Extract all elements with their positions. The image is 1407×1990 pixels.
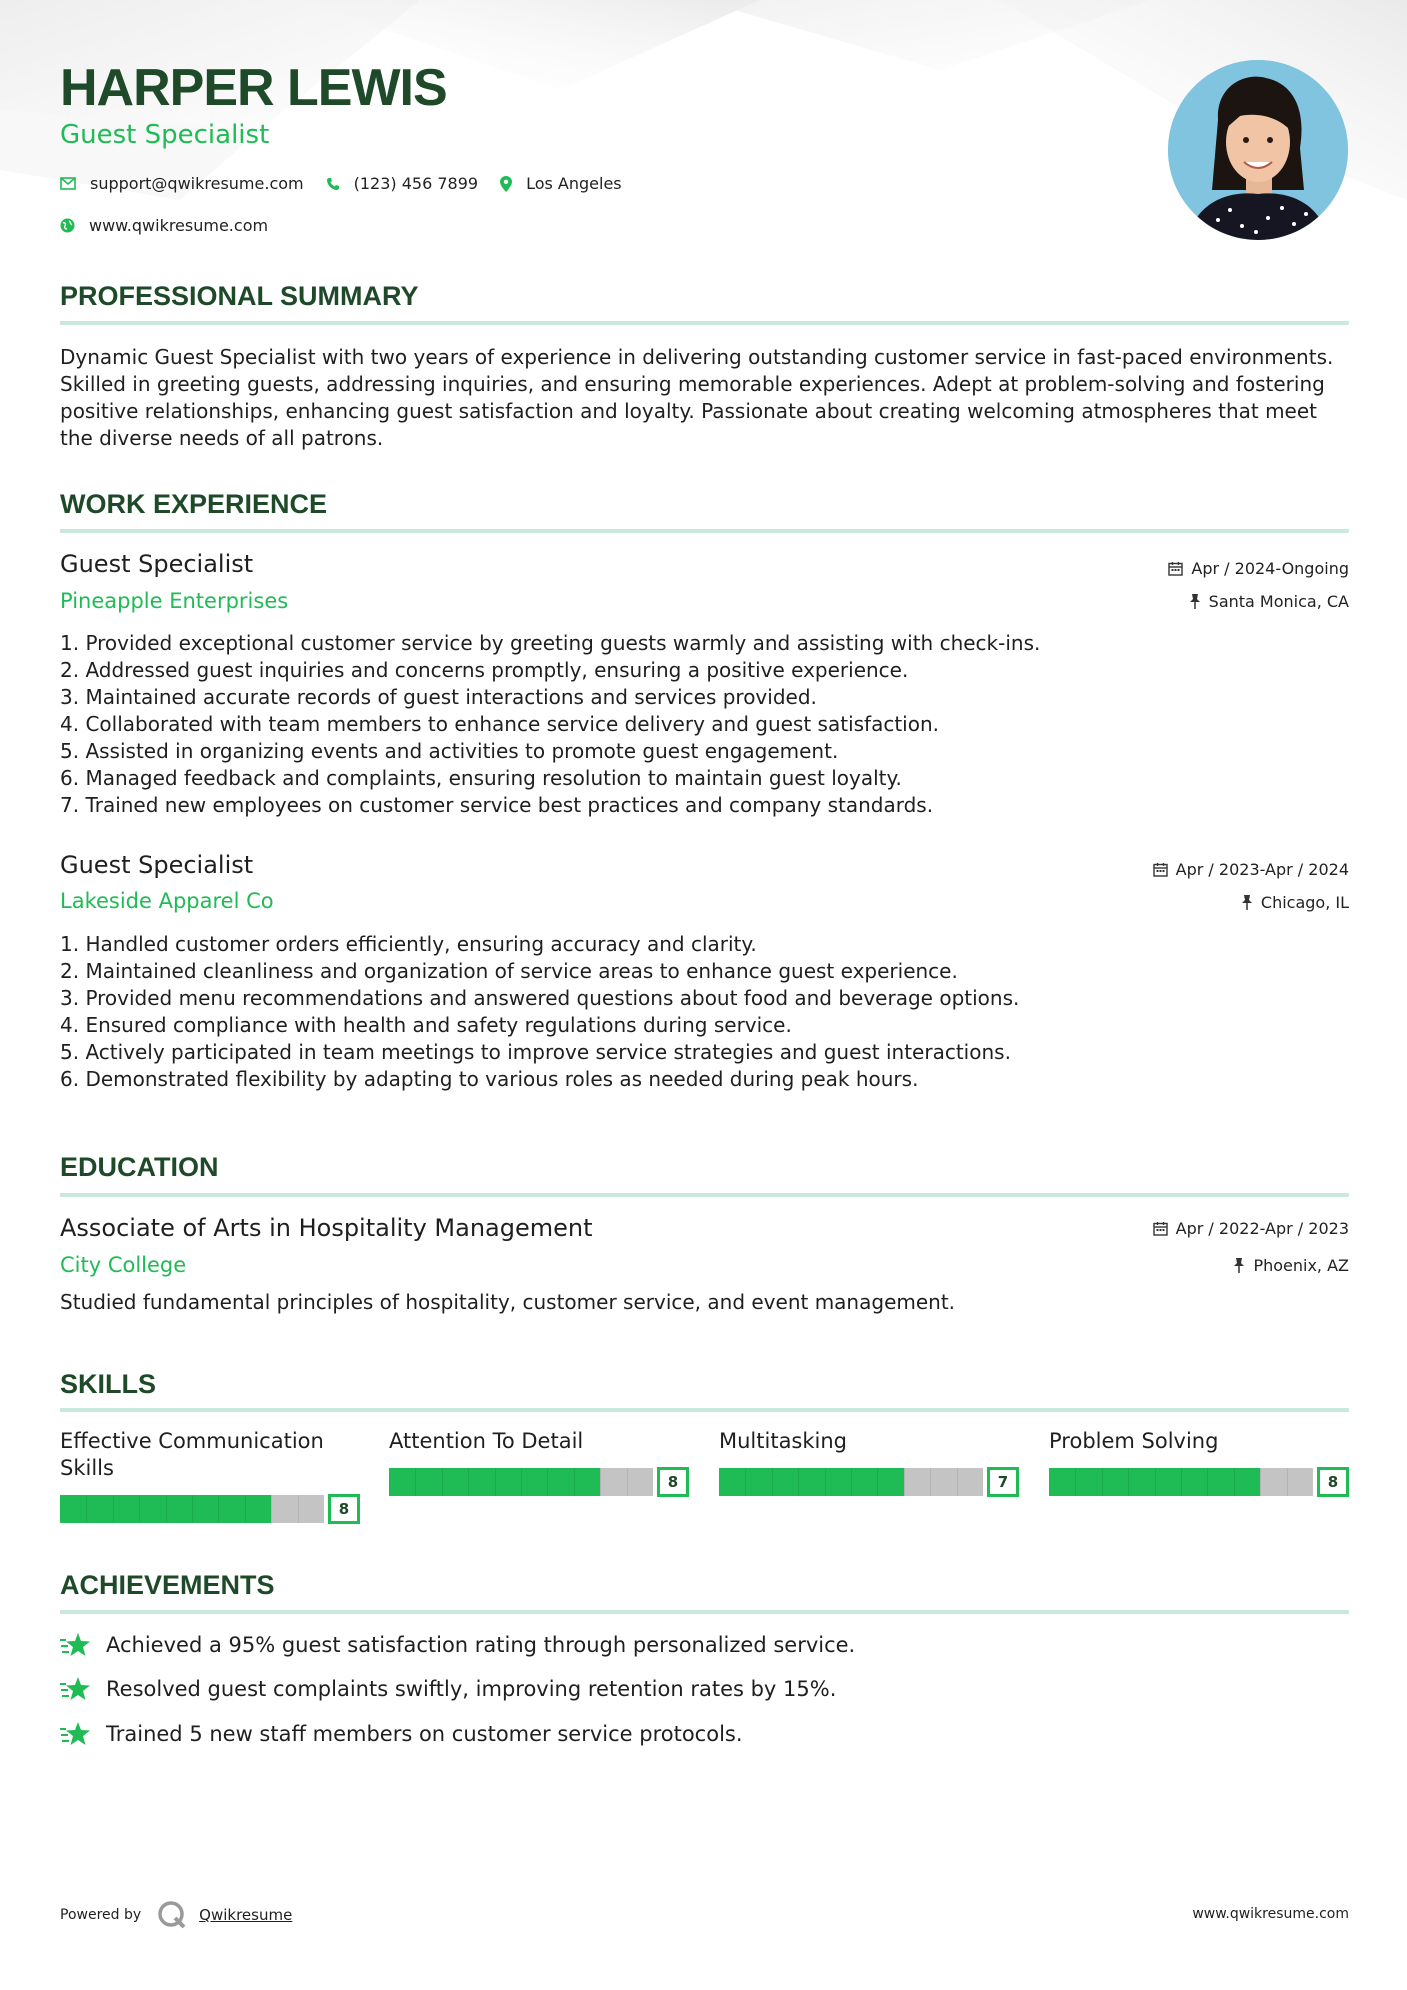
list-item: 3. Provided menu recommendations and answered questions about food and beverage options. [60,986,1020,1010]
achievements-heading: ACHIEVEMENTS [60,1570,275,1600]
achievement-item [60,1676,836,1702]
skill-track [719,1468,983,1496]
education-dates [1153,1219,1349,1238]
job-duties-list [60,630,1349,819]
job-dates-text: Apr / 2024-Ongoing [1191,559,1349,578]
star-award-icon [60,1676,92,1702]
skills-heading: SKILLS [60,1369,157,1399]
skill-item [1049,1428,1349,1528]
achievement-text: Trained 5 new staff members on customer service protocols. [106,1722,743,1746]
skill-level-bar [1049,1467,1349,1497]
pushpin-icon [1189,594,1201,609]
candidate-role: Guest Specialist [60,120,270,150]
website-row [60,216,290,235]
footer-website[interactable]: www.qwikresume.com [1192,1906,1349,1922]
list-item: 2. Addressed guest inquiries and concerns promptly, ensuring a positive experience. [60,658,909,682]
skill-segment-divider [1207,1468,1208,1496]
job-company: Lakeside Apparel Co [60,889,274,913]
skill-item [60,1428,360,1528]
skill-item [389,1428,689,1528]
job-dates [1153,860,1349,879]
list-item: 4. Ensured compliance with health and safety regulations during service. [60,1013,792,1037]
skill-segment-divider [1260,1468,1261,1496]
contact-email-text: support@qwikresume.com [90,174,304,193]
skill-item [719,1428,1019,1528]
contact-phone-text: (123) 456 7899 [353,174,479,193]
skill-segment-divider [1128,1468,1129,1496]
list-item: 3. Maintained accurate records of guest interactions and services provided. [60,685,817,709]
skill-segment-divider [86,1495,87,1523]
education-description: Studied fundamental principles of hospitality, customer service, and event management. [60,1290,956,1314]
contact-location-text: Los Angeles [526,174,622,193]
skill-segment-divider [627,1468,628,1496]
achievement-text: Resolved guest complaints swiftly, improving retention rates by 15%. [106,1677,837,1701]
candidate-name: HARPER LEWIS [60,59,447,117]
pushpin-icon [1233,1258,1245,1273]
experience-heading: WORK EXPERIENCE [60,489,328,519]
achievement-item [60,1632,855,1658]
skill-fill [719,1468,904,1496]
education-location [1233,1256,1349,1275]
qwikresume-logo-icon [157,1900,187,1930]
degree-title: Associate of Arts in Hospitality Management [60,1214,593,1242]
job-dates-text: Apr / 2023-Apr / 2024 [1175,860,1349,879]
map-pin-icon [500,176,512,192]
skill-segment-divider [468,1468,469,1496]
job-title: Guest Specialist [60,851,254,879]
contact-phone[interactable] [326,174,478,193]
education-location-text: Phoenix, AZ [1253,1256,1349,1275]
calendar-icon [1153,1221,1168,1236]
job-location-text: Chicago, IL [1260,893,1349,912]
globe-icon [60,218,75,233]
school-name: City College [60,1253,187,1277]
skill-segment-divider [495,1468,496,1496]
contact-location [500,174,622,193]
qwikresume-link[interactable]: Qwikresume [199,1906,293,1924]
list-item: 5. Actively participated in team meetings to improve service strategies and guest interactions. [60,1040,1011,1064]
phone-icon [326,177,340,191]
skill-segment-divider [851,1468,852,1496]
skill-track [1049,1468,1313,1496]
summary-heading: PROFESSIONAL SUMMARY [60,281,419,311]
skill-segment-divider [904,1468,905,1496]
skill-name: Effective Communication Skills [60,1429,324,1480]
profile-photo-illustration [1168,60,1348,240]
skill-level-bar [60,1494,360,1524]
summary-divider [60,321,1349,325]
skill-track [389,1468,653,1496]
job-location [1189,592,1349,611]
skill-level-badge: 8 [328,1494,360,1524]
education-divider [60,1193,1349,1197]
skill-level-bar [389,1467,689,1497]
job-duties-list [60,931,1349,1093]
skill-segment-divider [930,1468,931,1496]
skill-segment-divider [218,1495,219,1523]
skill-segment-divider [245,1495,246,1523]
skill-segment-divider [745,1468,746,1496]
skill-segment-divider [271,1495,272,1523]
job-location [1241,893,1349,912]
skill-segment-divider [547,1468,548,1496]
skill-segment-divider [1155,1468,1156,1496]
contact-website-text: www.qwikresume.com [89,216,269,235]
skill-segment-divider [1075,1468,1076,1496]
calendar-icon [1168,561,1183,576]
skill-segment-divider [772,1468,773,1496]
skill-segment-divider [798,1468,799,1496]
contact-row [60,174,644,193]
footer-powered-by [60,1900,292,1930]
summary-text: Dynamic Guest Specialist with two years of experience in delivering outstanding customer service in fast-paced environments. Skilled in greeting guests, addressing inquiries, and ensuring memorable experiences. Adept at problem-solving and fostering positive relationships, enhancing guest satisfaction and loyalty. Passionate about creating welcoming atmospheres that meet the diverse needs of all patrons. [60,345,1334,450]
skill-level-badge: 8 [657,1467,689,1497]
skill-name: Attention To Detail [389,1429,584,1453]
skill-segment-divider [825,1468,826,1496]
profile-photo [1168,60,1348,240]
skill-segment-divider [521,1468,522,1496]
skill-segment-divider [192,1495,193,1523]
job-dates [1168,559,1349,578]
list-item: 6. Demonstrated flexibility by adapting to various roles as needed during peak hours. [60,1067,919,1091]
skill-level-badge: 8 [1317,1467,1349,1497]
education-heading: EDUCATION [60,1152,219,1182]
skill-level-badge: 7 [987,1467,1019,1497]
list-item: 1. Handled customer orders efficiently, ensuring accuracy and clarity. [60,932,757,956]
skill-name: Problem Solving [1049,1429,1219,1453]
list-item: 5. Assisted in organizing events and activities to promote guest engagement. [60,739,839,763]
star-award-icon [60,1632,92,1658]
list-item: 1. Provided exceptional customer service by greeting guests warmly and assisting with check-ins. [60,631,1041,655]
list-item: 6. Managed feedback and complaints, ensuring resolution to maintain guest loyalty. [60,766,902,790]
list-item: 4. Collaborated with team members to enhance service delivery and guest satisfaction. [60,712,940,736]
skills-divider [60,1408,1349,1412]
skill-segment-divider [600,1468,601,1496]
skill-segment-divider [877,1468,878,1496]
pushpin-icon [1241,895,1253,910]
skill-segment-divider [957,1468,958,1496]
skill-segment-divider [1181,1468,1182,1496]
job-title: Guest Specialist [60,550,254,578]
job-location-text: Santa Monica, CA [1208,592,1349,611]
skill-segment-divider [1287,1468,1288,1496]
skill-track [60,1495,324,1523]
achievements-divider [60,1610,1349,1614]
skill-segment-divider [1234,1468,1235,1496]
skill-segment-divider [166,1495,167,1523]
skill-name: Multitasking [719,1429,848,1453]
powered-by-label: Powered by [60,1907,142,1923]
star-award-icon [60,1721,92,1747]
envelope-icon [60,177,76,190]
contact-email[interactable] [60,174,304,193]
list-item: 7. Trained new employees on customer service best practices and company standards. [60,793,934,817]
job-company: Pineapple Enterprises [60,589,289,613]
skill-level-bar [719,1467,1019,1497]
contact-website[interactable] [60,216,268,235]
skill-segment-divider [298,1495,299,1523]
skill-segment-divider [1102,1468,1103,1496]
skill-segment-divider [442,1468,443,1496]
skill-segment-divider [574,1468,575,1496]
achievement-item [60,1721,743,1747]
skill-segment-divider [113,1495,114,1523]
skill-segment-divider [139,1495,140,1523]
list-item: 2. Maintained cleanliness and organization of service areas to enhance guest experience. [60,959,958,983]
experience-divider [60,529,1349,533]
skill-segment-divider [415,1468,416,1496]
education-dates-text: Apr / 2022-Apr / 2023 [1175,1219,1349,1238]
achievement-text: Achieved a 95% guest satisfaction rating through personalized service. [106,1633,856,1657]
calendar-icon [1153,862,1168,877]
